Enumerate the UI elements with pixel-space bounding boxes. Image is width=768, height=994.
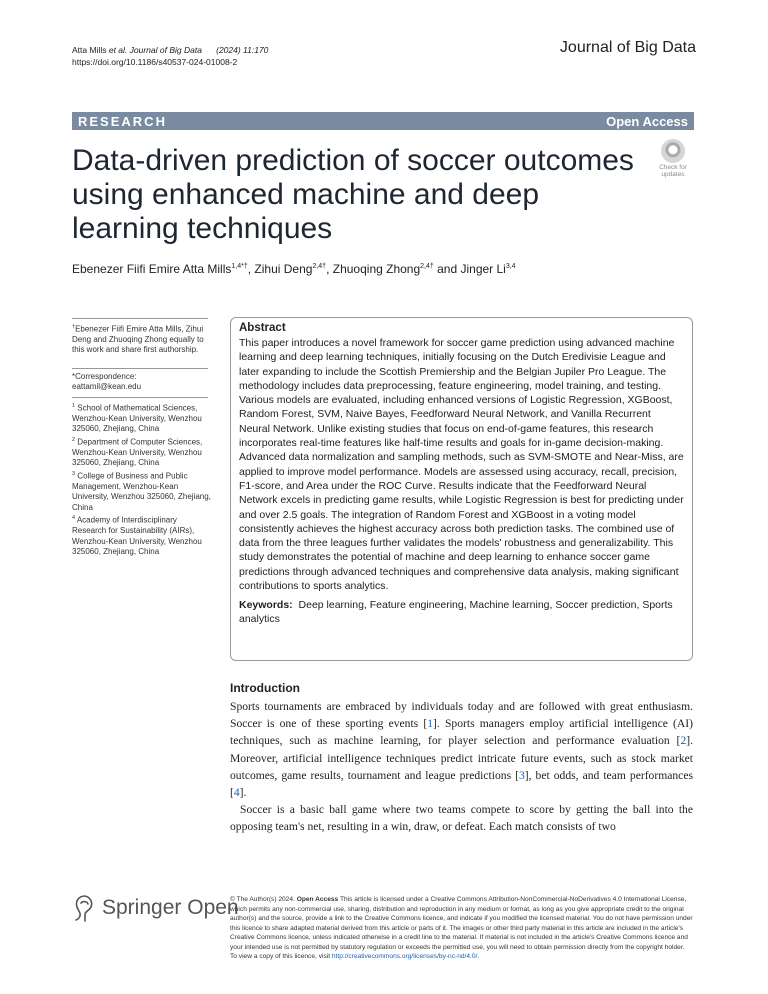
correspondence-email[interactable]: eattamil@kean.edu <box>72 382 142 392</box>
citation-link[interactable]: 3 <box>518 768 525 782</box>
intro-paragraph: Sports tournaments are embraced by individuals today and are followed with great enthusiasm. Soccer is one of these sporting events [1]. Sports managers employ artificial intelligence (AI) techniques, such as machine learning, for player selection and performance evaluation [2]. Moreover, artificial intelligence techniques predict intricate future events, such as stock market outcomes, game results, tournament and league predictions [3], bet odds, and team performances [4]. <box>230 700 693 800</box>
affil-num: 1 <box>72 403 76 409</box>
affil-num: 3 <box>72 470 76 477</box>
affil-num: 4 <box>72 515 76 522</box>
author-name: Ebenezer Fiifi Emire Atta Mills <box>72 262 232 276</box>
equal-contribution-note <box>72 318 212 356</box>
open-access-label: Open Access <box>606 113 688 129</box>
badge-line2: updates <box>661 171 685 178</box>
affil-text: Department of Computer Sciences, Wenzhou-Kean University, Wenzhou 325060, Zhejiang, China <box>72 437 203 468</box>
article-type-label: RESEARCH <box>78 113 167 129</box>
publisher-name: Springer <box>102 896 182 919</box>
affil-text: College of Business and Public Management, Wenzhou-Kean University, Wenzhou 325060, Zhejiang, China <box>72 471 211 512</box>
affiliation-item <box>72 513 212 557</box>
update-check-icon <box>661 139 685 163</box>
author-name: Zihui Deng <box>254 262 313 276</box>
author-affil: 1,4*† <box>231 263 248 270</box>
keywords <box>239 598 684 626</box>
citation-year: (2024) 11:170 <box>216 45 269 55</box>
correspondence-note <box>72 368 212 393</box>
author-affil: 2,4† <box>312 263 327 270</box>
abstract-heading: Abstract <box>239 322 286 334</box>
keywords-label: Keywords: <box>239 599 293 612</box>
license-text: © The Author(s) 2024. Open Access This article is licensed under a Creative Commons Attribution-NonCommercial-NoDerivatives 4.0 International License, which permits any non-commercial use, sharing, distribution and reproduction in any medium or format, as long as you give appropriate credit to the original author(s) and the source, provide a link to the Creative Commons licence, and indicate if you modified the licensed material. You do not have permission under this licence to share adapted material derived from this article or parts of it. The images or other third party material in this article are included in the article's Creative Commons licence, unless indicated otherwise in a credit line to the material. If material is not included in the article's Creative Commons licence and your intended use is not permitted by statutory regulation or exceeds the permitted use, you will need to obtain permission directly from the copyright holder. To view a copy of this licence, visit http://creativecommons.org/licenses/by-nc-nd/4.0/. <box>230 896 693 960</box>
doi-link[interactable]: https://doi.org/10.1186/s40537-024-01008-2 <box>72 57 238 67</box>
dagger-marker: † <box>72 324 76 330</box>
article-type-band <box>72 112 694 130</box>
citation-link[interactable]: 1 <box>427 717 434 731</box>
author-name: Jinger Li <box>460 262 506 276</box>
author-affil: 3,4 <box>505 263 516 270</box>
running-header <box>72 44 268 68</box>
citation-authors: Atta Mills <box>72 45 109 55</box>
citation-link[interactable]: 2 <box>680 734 687 748</box>
citation-link[interactable]: 4 <box>233 786 240 800</box>
intro-paragraph: Soccer is a basic ball game where two teams compete to score by getting the ball into the opposing team's net, resulting in a win, draw, or defeat. Each match consists of two <box>230 803 693 834</box>
journal-name: Journal of Big Data <box>559 39 696 56</box>
section-heading-introduction: Introduction <box>230 681 300 695</box>
affiliation-item <box>72 435 212 469</box>
author-affil: 2,4† <box>420 263 434 270</box>
affil-text: School of Mathematical Sciences, Wenzhou-Kean University, Wenzhou 325060, Zhejiang, China <box>72 403 202 434</box>
author-name: Zhuoqing Zhong <box>332 262 421 276</box>
abstract-body: This paper introduces a novel framework for soccer game prediction using advanced machine learning and deep learning techniques, initially focusing on the Dutch Eredivisie League and later expanding to include the Scottish Premiership and the Belgian Jupiler Pro League. The methodology includes data preprocessing, feature engineering, model training, and testing. Various models are evaluated, including enhanced versions of Logistic Regression, XGBoost, Random Forest, SVM, Naive Bayes, Feedforward Neural Network, and Vanilla Recurrent Neural Network. Unlike existing studies that focus on end-of-game features, this research incorporates real-time features like half-time results and goals for in-game decision-making. Advanced data normalization and sampling methods, such as SVM-SMOTE and Near-Miss, are applied to improve model performance. Models are assessed using accuracy, recall, precision, F1-score, and Area under the ROC Curve. Results indicate that the Feedforward Neural Network excels in predicting game results, while Logistic Regression is best for predicting under and over 2.5 goals. The integration of Random Forest and XGBoost in a voting model consistently achieves the highest accuracy across both prediction tasks. The combined use of data from the three leagues further validates the models' robustness and generalizability. This study demonstrates the potential of machine and deep learning to enhance soccer game predictions through advanced techniques and comprehensive data analysis, making significant contributions to sports analytics. <box>239 337 684 593</box>
affiliations <box>72 397 212 557</box>
introduction-text <box>230 698 693 836</box>
publisher-suffix: Open <box>187 896 239 919</box>
correspondence-label: *Correspondence: <box>72 372 137 381</box>
abstract-box <box>230 317 693 661</box>
affil-text: Academy of Interdisciplinary Research for Sustainability (AIRs), Wenzhou-Kean University, Wenzhou 325060, Zhejiang, China <box>72 515 202 556</box>
affiliation-item <box>72 469 212 513</box>
keywords-list: Deep learning, Feature engineering, Machine learning, Soccer prediction, Sports analytics <box>239 599 673 626</box>
license-open-access: Open Access <box>296 896 339 903</box>
affiliation-item <box>72 401 212 435</box>
article-title: Data-driven prediction of soccer outcomes using enhanced machine and deep learning techniques <box>72 144 634 245</box>
author-list: Ebenezer Fiifi Emire Atta Mills$^{1,4*\dagger}$, Zihui Deng$^{2,4\dagger}$, Zhuoqing Zhong$^{2,4\dagger}$ and Jinger Li$^{3,4}$ <box>72 262 516 276</box>
badge-line1: Check for <box>659 164 687 171</box>
springer-horse-icon <box>72 893 98 923</box>
equal-contribution-text: Ebenezer Fiifi Emire Atta Mills, Zihui Deng and Zhuoqing Zhong equally to this work and share first authorship. <box>72 324 204 355</box>
affil-num: 2 <box>72 436 76 443</box>
license-url-link[interactable]: http://creativecommons.org/licenses/by-nc-nd/4.0/ <box>331 953 478 960</box>
springer-open-logo <box>72 893 239 923</box>
check-for-updates-badge[interactable] <box>652 139 694 178</box>
citation-journal: et al. Journal of Big Data <box>108 45 202 55</box>
